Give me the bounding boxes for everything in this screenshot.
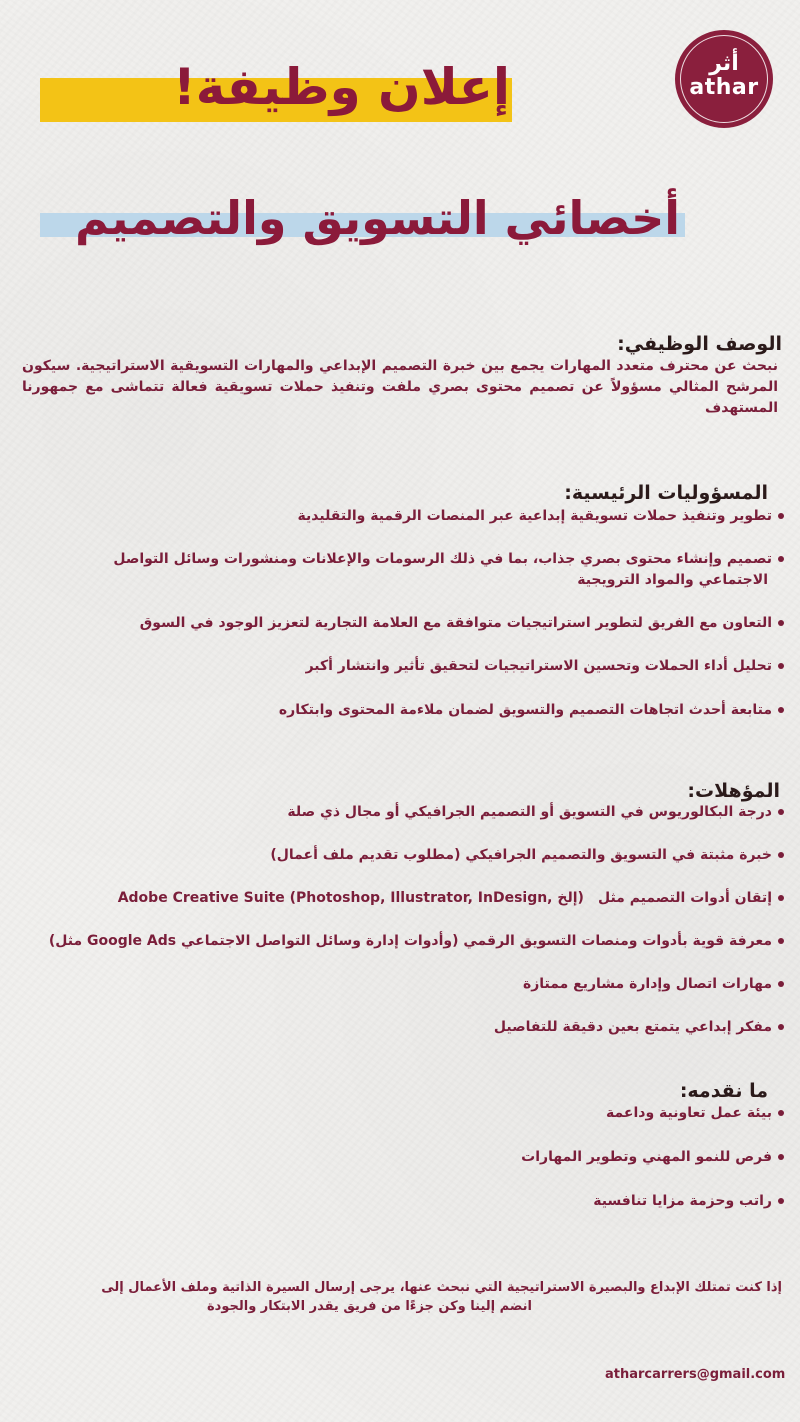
responsibility-text: تحليل أداء الحملات وتحسين الاستراتيجيات لتحقيق تأثير وانتشار أكبر <box>305 658 772 674</box>
bullet-dot <box>778 1198 784 1204</box>
athar-logo <box>675 30 773 128</box>
responsibility-text: تصميم وإنشاء محتوى بصري جذاب، بما في ذلك الرسومات والإعلانات ومنشورات وسائل التواصل <box>113 551 772 567</box>
offer-item <box>14 1191 784 1211</box>
closing-line-2: انضم إلينا وكن جزءًا من فريق يقدر الابتكار والجودة <box>207 1299 532 1314</box>
responsibilities-title: المسؤوليات الرئيسية: <box>564 482 768 504</box>
description-text: نبحث عن محترف متعدد المهارات يجمع بين خبرة التصميم الإبداعي والمهارات التسويقية الاستراتيجية. سيكون المرشح المثالي مسؤولاً عن تصميم محتوى بصري ملفت وتنفيذ حملات تسويقية فعالة تتماشى مع جمهورنا المستهدف <box>22 358 778 416</box>
bullet-dot <box>778 663 784 669</box>
offer-text: بيئة عمل تعاونية وداعمة <box>606 1105 772 1121</box>
qualification-item <box>14 931 784 951</box>
description-title: الوصف الوظيفي: <box>617 333 782 355</box>
headline: إعلان وظيفة! <box>172 58 510 116</box>
qualification-text: مهارات اتصال وإدارة مشاريع ممتازة <box>522 976 772 992</box>
responsibility-item-continuation: الاجتماعي والمواد الترويجية <box>577 572 768 588</box>
responsibility-item <box>14 613 784 633</box>
bullet-dot <box>778 1110 784 1116</box>
qualification-software-text: Adobe Creative Suite (Photoshop, Illustrator, InDesign, إلخ) <box>117 890 584 906</box>
bullet-dot <box>778 556 784 562</box>
bullet-dot <box>778 1024 784 1030</box>
bullet-dot <box>778 620 784 626</box>
offer-text: فرص للنمو المهني وتطوير المهارات <box>521 1149 772 1165</box>
bullet-dot <box>778 707 784 713</box>
responsibility-text: التعاون مع الفريق لتطوير استراتيجيات متوافقة مع العلامة التجارية لتعزيز الوجود في السوق <box>139 615 772 631</box>
bullet-dot <box>778 981 784 987</box>
qualification-item <box>14 1017 784 1037</box>
bullet-dot <box>778 513 784 519</box>
job-title: أخصائي التسويق والتصميم <box>75 191 680 245</box>
qualification-item <box>14 802 784 822</box>
bullet-dot <box>778 895 784 901</box>
responsibility-item <box>14 549 784 569</box>
offer-item <box>14 1147 784 1167</box>
qualification-google-ads: Google Ads <box>87 933 177 949</box>
qualification-text: درجة البكالوريوس في التسويق أو التصميم الجرافيكي أو مجال ذي صلة <box>287 804 772 820</box>
bullet-dot <box>778 938 784 944</box>
responsibility-text: متابعة أحدث اتجاهات التصميم والتسويق لضمان ملاءمة المحتوى وابتكاره <box>278 702 772 718</box>
logo-arabic-text: أثر <box>709 51 739 76</box>
qualification-item <box>14 888 784 908</box>
qualification-text: إتقان أدوات التصميم مثل <box>597 890 772 906</box>
qualification-text-end: مثل) <box>48 933 83 949</box>
qualification-item <box>14 974 784 994</box>
bullet-dot <box>778 1154 784 1160</box>
offer-title: ما نقدمه: <box>679 1080 768 1102</box>
offer-item <box>14 1103 784 1123</box>
responsibility-item <box>14 700 784 720</box>
responsibility-item <box>14 656 784 676</box>
bullet-dot <box>778 852 784 858</box>
offer-text: راتب وحزمة مزايا تنافسية <box>593 1193 772 1209</box>
qualifications-title: المؤهلات: <box>687 780 780 802</box>
closing-line-1: إذا كنت تمتلك الإبداع والبصيرة الاستراتيجية التي نبحث عنها، يرجى إرسال السيرة الذاتية وملف الأعمال إلى <box>101 1280 782 1295</box>
responsibility-item <box>14 506 784 526</box>
logo-latin-text: athar <box>689 75 759 100</box>
closing-message <box>18 1278 782 1316</box>
responsibility-text: تطوير وتنفيذ حملات تسويقية إبداعية عبر المنصات الرقمية والتقليدية <box>297 508 772 524</box>
qualification-text: معرفة قوية بأدوات ومنصات التسويق الرقمي (وأدوات إدارة وسائل التواصل الاجتماعي <box>180 933 772 949</box>
qualification-item <box>14 845 784 865</box>
qualification-text: مفكر إبداعي يتمتع بعين دقيقة للتفاصيل <box>493 1019 772 1035</box>
contact-email: atharcarrers@gmail.com <box>605 1367 786 1382</box>
qualification-text: خبرة مثبتة في التسويق والتصميم الجرافيكي (مطلوب تقديم ملف أعمال) <box>270 847 772 863</box>
bullet-dot <box>778 809 784 815</box>
